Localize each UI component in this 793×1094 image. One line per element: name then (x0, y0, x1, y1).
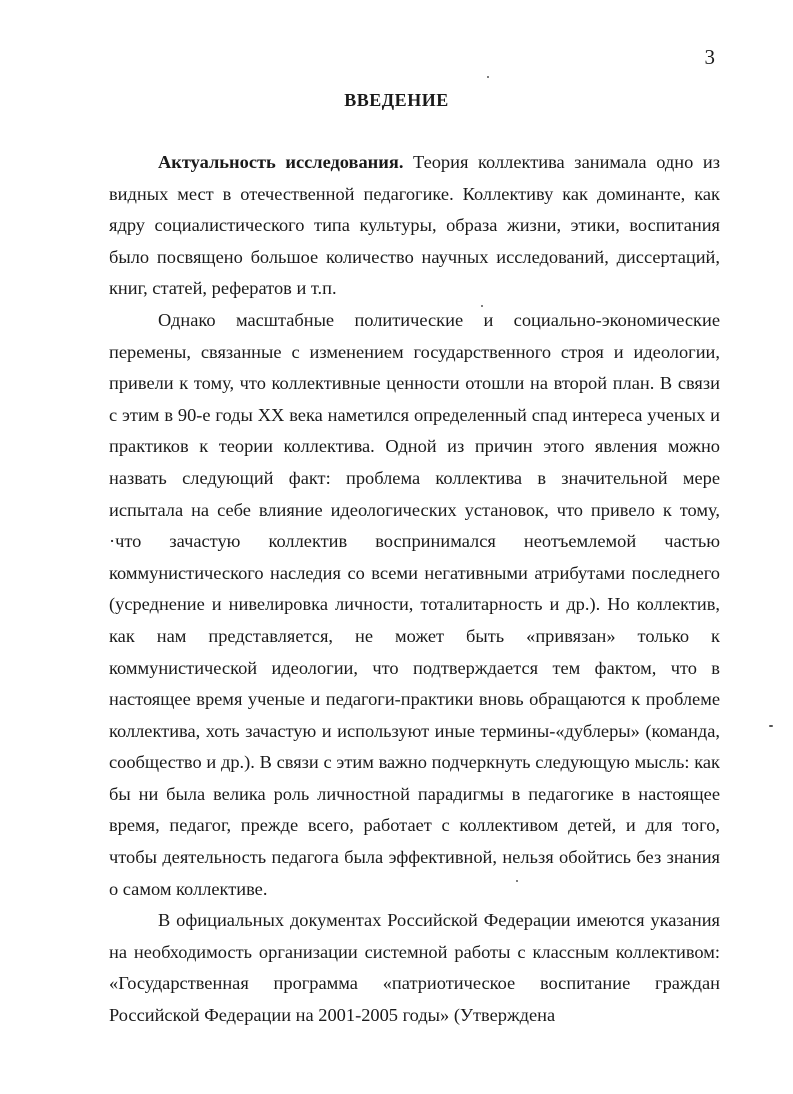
paragraph-relevance (109, 147, 720, 305)
section-heading: ВВЕДЕНИЕ (344, 90, 449, 110)
paragraph-changes: Однако масштабные политические и социально-экономические перемены, связанные с изменением государственного строя и идеологии, привели к тому, что коллективные ценности отошли на второй план. В связи с этим в 90-е годы XX века наметился определенный спад интереса ученых и практиков к теории коллектива. Одной из причин этого явления можно назвать следующий факт: проблема коллектива в значительной мере испытала на себе влияние идеологических установок, что привело к тому, ·что зачастую коллектив воспринимался неотъемлемой частью коммунистического наследия со всеми негативными атрибутами последнего (усреднение и нивелировка личности, тоталитарность и др.). Но коллектив, как нам представляется, не может быть «привязан» только к коммунистической идеологии, что подтверждается тем фактом, что в настоящее время ученые и педагоги-практики вновь обращаются к проблеме коллектива, хоть зачастую и используют иные термины-«дублеры» (команда, сообщество и др.). В связи с этим важно подчеркнуть следующую мысль: как бы ни была велика роль личностной парадигмы в педагогике в настоящее время, педагог, прежде всего, работает с коллективом детей, и для того, чтобы деятельность педагога была эффективной, нельзя обойтись без знания о самом коллективе. (109, 309, 720, 899)
paragraph-documents: В официальных документах Российской Федерации имеются указания на необходимость организации системной работы с классным коллективом: «Государственная программа «патриотическое воспитание граждан Российской Федерации на 2001-2005 годы» (Утверждена (109, 910, 720, 1026)
paragraph-text: Теория коллектива занимала одно из видных мест в отечественной педагогике. Коллективу как доминанте, как ядру социалистического типа культуры, образа жизни, этики, воспитания было посвящено большое количество научных исследований, диссертаций, книг, статей, рефератов и т.п. (109, 152, 720, 299)
scan-speck (487, 76, 489, 78)
body-text (109, 147, 720, 1032)
scan-speck (769, 725, 773, 727)
scan-speck (516, 880, 518, 882)
scan-speck (481, 305, 483, 307)
page-number: 3 (704, 45, 715, 69)
paragraph-lead: Актуальность исследования. (158, 152, 404, 172)
